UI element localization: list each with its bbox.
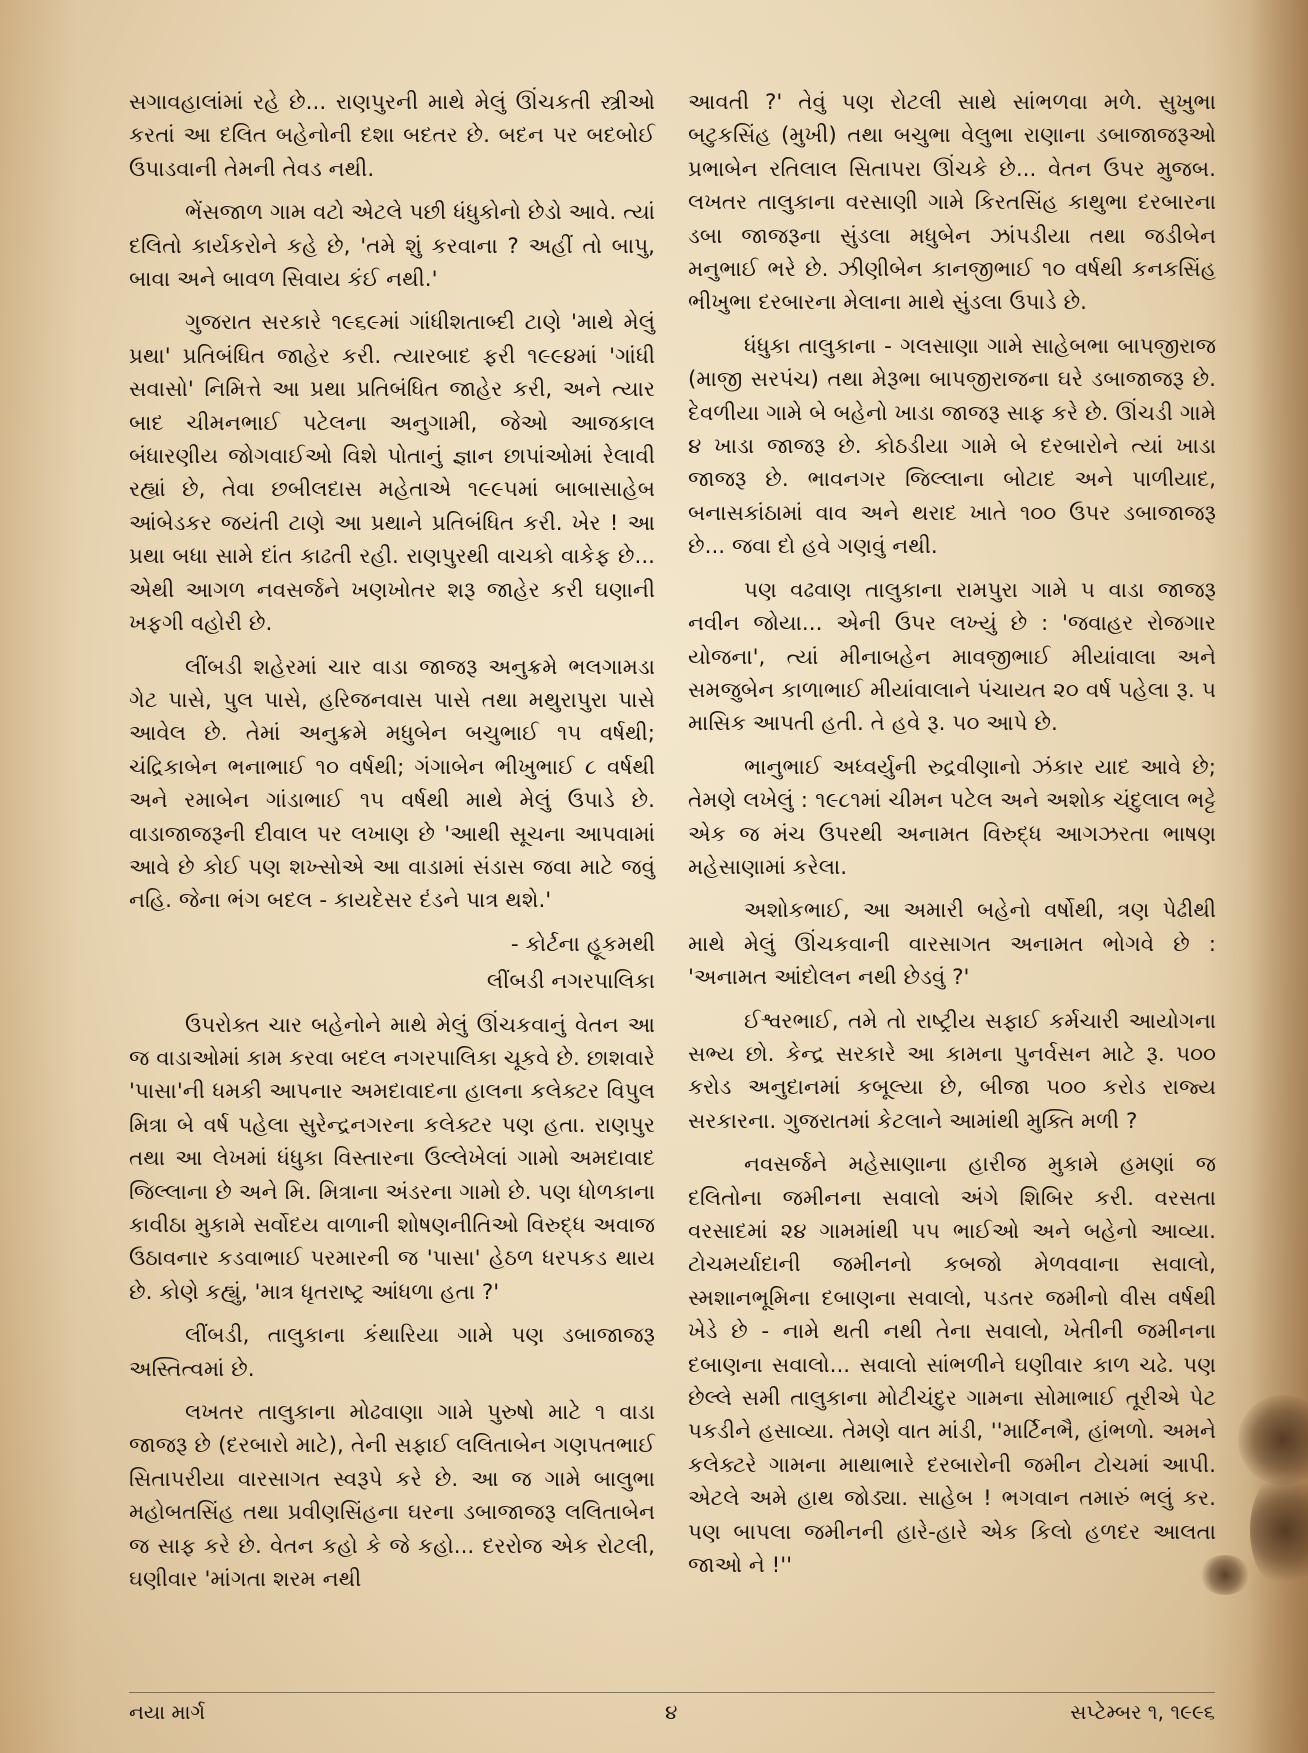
left-paragraph: લીંબડી શહેરમાં ચાર વાડા જાજરૂ અનુક્રમે ભલગામડા ગેટ પાસે, પુલ પાસે, હરિજનવાસ પાસે તથા મથુરાપુરા પાસે આવેલ છે. તેમાં અનુક્રમે મધુબેન બચુભાઈ ૧૫ વર્ષથી; ચંદ્રિકાબેન ભનાભાઈ ૧૦ વર્ષથી; ગંગાબેન ભીખુભાઈ ૮ વર્ષથી અને રમાબેન ગાંડાભાઈ ૧૫ વર્ષથી માથે મેલું ઉપાડે છે. વાડાજાજરૂની દીવાલ પર લખાણ છે 'આથી સૂચના આપવામાં આવે છે કોઈ પણ શખ્સોએ આ વાડામાં સંડાસ જવા માટે જવું નહિ. જેના ભંગ બદલ - કાયદેસર દંડને પાત્ર થશે.' bbox=[129, 654, 655, 914]
issue-date: સપ્ટેમ્બર ૧, ૧૯૯૬ bbox=[1070, 1700, 1215, 1724]
publication-name: નયા માર્ગ bbox=[129, 1700, 206, 1724]
left-paragraph: ભેંસજાળ ગામ વટો એટલે પછી ધંધુકોનો છેડો આવે. ત્યાં દલિતો કાર્યકરોને કહે છે, 'તમે શું કરવાના ? અહીં તો બાપુ, બાવા અને બાવળ સિવાય કંઈ નથી.' bbox=[129, 200, 655, 293]
right-paragraph: ઈશ્વરભાઈ, તમે તો રાષ્ટ્રીય સફાઈ કર્મચારી આયોગના સભ્ય છો. કેન્દ્ર સરકારે આ કામના પુનર્વસન માટે રૂ. ૫૦૦ કરોડ અનુદાનમાં કબૂલ્યા છે, બીજા ૫૦૦ કરોડ રાજ્ય સરકારના. ગુજરાતમાં કેટલાને આમાંથી મુક્તિ મળી ? bbox=[688, 1008, 1216, 1134]
left-column bbox=[129, 86, 655, 1606]
right-paragraph: ભાનુભાઈ અધ્વર્યુની રુદ્રવીણાનો ઝંકાર યાદ આવે છે; તેમણે લખેલું : ૧૯૮૧માં ચીમન પટેલ અને અશોક ચંદુલાલ ભટ્ટે એક જ મંચ ઉપરથી અનામત વિરુદ્ધ આગઝરતા ભાષણ મહેસાણામાં કરેલા. bbox=[688, 754, 1216, 880]
notice-signature-court: - કોર્ટના હૂકમથી bbox=[510, 931, 655, 957]
left-paragraph: ગુજરાત સરકારે ૧૯૬૯માં ગાંધીશતાબ્દી ટાણે 'માથે મેલું પ્રથા' પ્રતિબંધિત જાહેર કરી. ત્યારબાદ ફરી ૧૯૯૪માં 'ગાંધી સવાસો' નિમિત્તે આ પ્રથા પ્રતિબંધિત જાહેર કરી, અને ત્યાર બાદ ચીમનભાઈ પટેલના અનુગામી, જેઓ આજકાલ બંધારણીય જોગવાઈઓ વિશે પોતાનું જ્ઞાન છાપાંઓમાં રેલાવી રહ્યાં છે, તેવા છબીલદાસ મહેતાએ ૧૯૯૫માં બાબાસાહેબ આંબેડકર જયંતી ટાણે આ પ્રથાને પ્રતિબંધિત કરી. ખેર ! આ પ્રથા બધા સામે દાંત કાઢતી રહી. રાણપુરથી વાચકો વાકેફ છે... એથી આગળ નવસર્જને ખણખોતર શરૂ જાહેર કરી ઘણાની ખફગી વહોરી છે. bbox=[129, 310, 655, 637]
right-paragraph: ધંધુકા તાલુકાના - ગલસાણા ગામે સાહેબભા બાપજીરાજ (માજી સરપંચ) તથા મેરૂભા બાપજીરાજના ઘરે ડબાજાજરૂ છે. દેવળીયા ગામે બે બહેનો ખાડા જાજરૂ સાફ કરે છે. ઊંચડી ગામે ૪ ખાડા જાજરૂ છે. કોઠડીયા ગામે બે દરબારોને ત્યાં ખાડા જાજરૂ છે. ભાવનગર જિલ્લાના બોટાદ અને પાળીયાદ, બનાસકાંઠામાં વાવ અને થરાદ ખાતે ૧૦૦ ઉપર ડબાજાજરૂ છે... જવા દો હવે ગણવું નથી. bbox=[688, 333, 1216, 560]
right-column bbox=[688, 86, 1216, 1592]
right-paragraph: નવસર્જને મહેસાણાના હારીજ મુકામે હમણાં જ દલિતોના જમીનના સવાલો અંગે શિબિર કરી. વરસતા વરસાદમાં ૨૪ ગામમાંથી ૫૫ ભાઈઓ અને બહેનો આવ્યા. ટોચમર્યાદાની જમીનનો કબજો મેળવવાના સવાલો, સ્મશાનભૂમિના દબાણના સવાલો, પડતર જમીનો વીસ વર્ષથી ખેડે છે - નામે થતી નથી તેના સવાલો, ખેતીની જમીનના દબાણના સવાલો... સવાલો સાંભળીને ઘણીવાર કાળ ચઢે. પણ છેલ્લે સમી તાલુકાના મોટીચંદુર ગામના સોમાભાઈ તૂરીએ પેટ પકડીને હસાવ્યા. તેમણે વાત માંડી, ''માર્ટિનભૈ, હાંભળો. અમને કલેક્ટરે ગામના માથાભારે દરબારોની જમીન ટોચમાં આપી. એટલે અમે હાથ જોડ્યા. સાહેબ ! ભગવાન તમારું ભલું કર. પણ બાપલા જમીનની હારે-હારે એક કિલો હળદર આલતા જાઓ ને !'' bbox=[688, 1152, 1216, 1579]
footer-divider bbox=[129, 1692, 1215, 1693]
left-paragraph: સગાવહાલાંમાં રહે છે... રાણપુરની માથે મેલું ઊંચકતી સ્ત્રીઓ કરતાં આ દલિત બહેનોની દશા બદતર છે. બદન પર બદબોઈ ઉપાડવાની તેમની તેવડ નથી. bbox=[129, 90, 655, 182]
page-number: ૪ bbox=[665, 1700, 678, 1724]
page-footer bbox=[129, 1700, 1215, 1730]
left-paragraph: લખતર તાલુકાના મોઢવાણા ગામે પુરુષો માટે ૧ વાડા જાજરૂ છે (દરબારો માટે), તેની સફાઈ લલિતાબેન ગણપતભાઈ સિતાપરીયા વારસાગત સ્વરૂપે કરે છે. આ જ ગામે બાલુભા મહોબતસિંહ તથા પ્રવીણસિંહના ઘરના ડબાજાજરૂ લલિતાબેન જ સાફ કરે છે. વેતન કહો કે જે કહો... દરરોજ એક રોટલી, ઘણીવાર 'માંગતા શરમ નથી bbox=[129, 1400, 655, 1593]
right-paragraph: પણ વઢવાણ તાલુકાના રામપુરા ગામે ૫ વાડા જાજરૂ નવીન જોયા... એની ઉપર લખ્યું છે : 'જવાહર રોજગાર યોજના', ત્યાં મીનાબહેન માવજીભાઈ મીયાંવાલા અને સમજુબેન કાળાભાઈ મીયાંવાલાને પંચાયત ૨૦ વર્ષ પહેલા રૂ. ૫ માસિક આપતી હતી. તે હવે રૂ. ૫૦ આપે છે. bbox=[688, 577, 1216, 737]
right-paragraph: આવતી ?' તેવું પણ રોટલી સાથે સાંભળવા મળે. સુખુભા બટુકસિંહ (મુખી) તથા બચુભા વેલુભા રાણાના ડબાજાજરૂઓ પ્રભાબેન રતિલાલ સિતાપરા ઊંચકે છે... વેતન ઉપર મુજબ. લખતર તાલુકાના વરસાણી ગામે કિરતસિંહ કાથુભા દરબારના ડબા જાજરૂના સુંડલા મધુબેન ઝાંપડીયા તથા જડીબેન મનુભાઈ ભરે છે. ઝીણીબેન કાનજીભાઈ ૧૦ વર્ષથી કનકસિંહ ભીખુભા દરબારના મેલાના માથે સુંડલા ઉપાડે છે. bbox=[688, 90, 1216, 316]
left-paragraph: ઉપરોક્ત ચાર બહેનોને માથે મેલું ઊંચકવાનું વેતન આ જ વાડાઓમાં કામ કરવા બદલ નગરપાલિકા ચૂકવે છે. છાશવારે 'પાસા'ની ધમકી આપનાર અમદાવાદના હાલના કલેક્ટર વિપુલ મિત્રા બે વર્ષ પહેલા સુરેન્દ્રનગરના કલેક્ટર પણ હતા. રાણપુર તથા આ લેખમાં ધંધુકા વિસ્તારના ઉલ્લેખેલાં ગામો અમદાવાદ જિલ્લાના છે અને મિ. મિત્રાના અંડરના ગામો છે. પણ ધોળકાના કાવીઠા મુકામે સર્વોદય વાળાની શોષણનીતિઓ વિરુદ્ધ અવાજ ઉઠાવનાર કડવાભાઈ પરમારની જ 'પાસા' હેઠળ ધરપકડ થાય છે. કોણે કહ્યું, 'માત્ર ધૃતરાષ્ટ્ર આંધળા હતા ?' bbox=[129, 1012, 655, 1305]
left-paragraph: લીંબડી, તાલુકાના કંથારિયા ગામે પણ ડબાજાજરૂ અસ્તિત્વમાં છે. bbox=[129, 1323, 655, 1382]
notice-signature-municipality: લીંબડી નગરપાલિકા bbox=[486, 969, 655, 995]
right-paragraph: અશોકભાઈ, આ અમારી બહેનો વર્ષોથી, ત્રણ પેઢીથી માથે મેલું ઊંચકવાની વારસાગત અનામત ભોગવે છે : 'અનામત આંદોલન નથી છેડવું ?' bbox=[688, 898, 1216, 991]
